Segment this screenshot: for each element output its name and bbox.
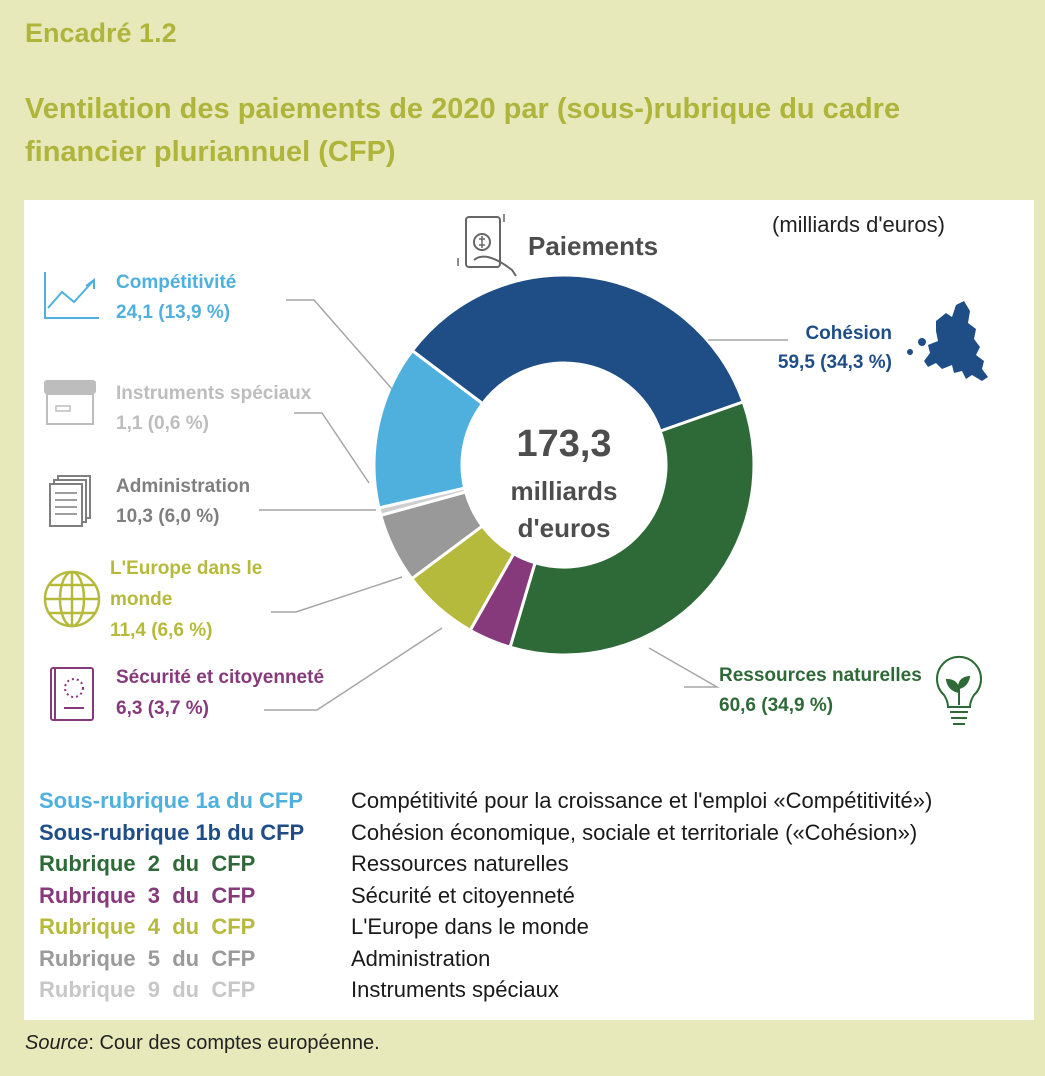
legend-description: Sécurité et citoyenneté xyxy=(351,882,575,908)
center-unit-line1: milliards xyxy=(510,476,618,506)
source-label: Source xyxy=(25,1032,89,1054)
slice-label-securite: Sécurité et citoyenneté xyxy=(116,667,325,688)
eu-map-icon xyxy=(907,301,988,381)
plant-bulb-icon xyxy=(937,657,981,724)
leader-line-instruments xyxy=(294,413,369,483)
legend-key: Rubrique 2 du CFP xyxy=(39,851,256,876)
legend-description: Instruments spéciaux xyxy=(351,977,559,1002)
legend-description: Compétitivité pour la croissance et l'emploi «Compétitivité») xyxy=(351,788,933,813)
slice-value-securite: 6,3 (3,7 %) xyxy=(116,698,209,719)
legend-key: Sous-rubrique 1b du CFP xyxy=(39,819,305,845)
slice-value-ressources: 60,6 (34,9 %) xyxy=(719,695,834,716)
donut-chart xyxy=(24,200,1034,780)
unit-label: (milliards d'euros) xyxy=(772,212,945,237)
legend-description: Cohésion économique, sociale et territoriale («Cohésion») xyxy=(351,819,918,845)
source-text: : Cour des comptes européenne. xyxy=(88,1032,380,1054)
legend-key: Rubrique 9 du CFP xyxy=(39,977,256,1002)
legend-key: Rubrique 3 du CFP xyxy=(39,882,256,908)
globe-icon xyxy=(45,572,99,626)
box-label: Encadré 1.2 xyxy=(25,18,177,48)
slice-value-cohesion: 59,5 (34,3 %) xyxy=(777,352,892,373)
slice-label-cohesion: Cohésion xyxy=(805,323,892,344)
slice-value-europe: 11,4 (6,6 %) xyxy=(110,620,213,641)
center-unit-line2: d'euros xyxy=(517,513,611,543)
legend-description: L'Europe dans le monde xyxy=(351,914,589,939)
slice-label-europe-2: monde xyxy=(110,589,173,610)
leader-line-competitivite xyxy=(286,300,392,389)
leader-line-europe xyxy=(271,577,402,612)
archive-box-icon xyxy=(44,380,96,424)
slice-label-europe-1: L'Europe dans le xyxy=(110,558,263,579)
source-note xyxy=(25,1032,380,1055)
passport-icon xyxy=(51,668,93,720)
legend-key: Rubrique 5 du CFP xyxy=(39,945,256,971)
chart-header: Paiements xyxy=(528,231,659,261)
figure-title: Ventilation des paiements de 2020 par (sous-)rubrique du cadre financier pluriannuel (CFP) xyxy=(25,93,901,168)
legend-key: Sous-rubrique 1a du CFP xyxy=(39,788,304,813)
slice-value-administration: 10,3 (6,0 %) xyxy=(116,506,220,527)
leader-line-ressources xyxy=(649,648,717,687)
payment-terminal-icon xyxy=(458,214,516,276)
chart-panel xyxy=(24,200,1034,1020)
line-chart-icon xyxy=(45,272,99,318)
documents-icon xyxy=(50,476,90,526)
center-value: 173,3 xyxy=(516,423,612,465)
legend-key: Rubrique 4 du CFP xyxy=(39,914,256,939)
slice-label-administration: Administration xyxy=(116,476,251,497)
legend-description: Ressources naturelles xyxy=(351,851,569,876)
legend-description: Administration xyxy=(351,945,491,971)
slice-label-competitivite: Compétitivité xyxy=(116,272,237,293)
slice-value-instruments: 1,1 (0,6 %) xyxy=(116,413,209,434)
slice-label-instruments: Instruments spéciaux xyxy=(116,383,312,404)
slice-value-competitivite: 24,1 (13,9 %) xyxy=(116,302,231,323)
slice-label-ressources: Ressources naturelles xyxy=(719,665,922,686)
